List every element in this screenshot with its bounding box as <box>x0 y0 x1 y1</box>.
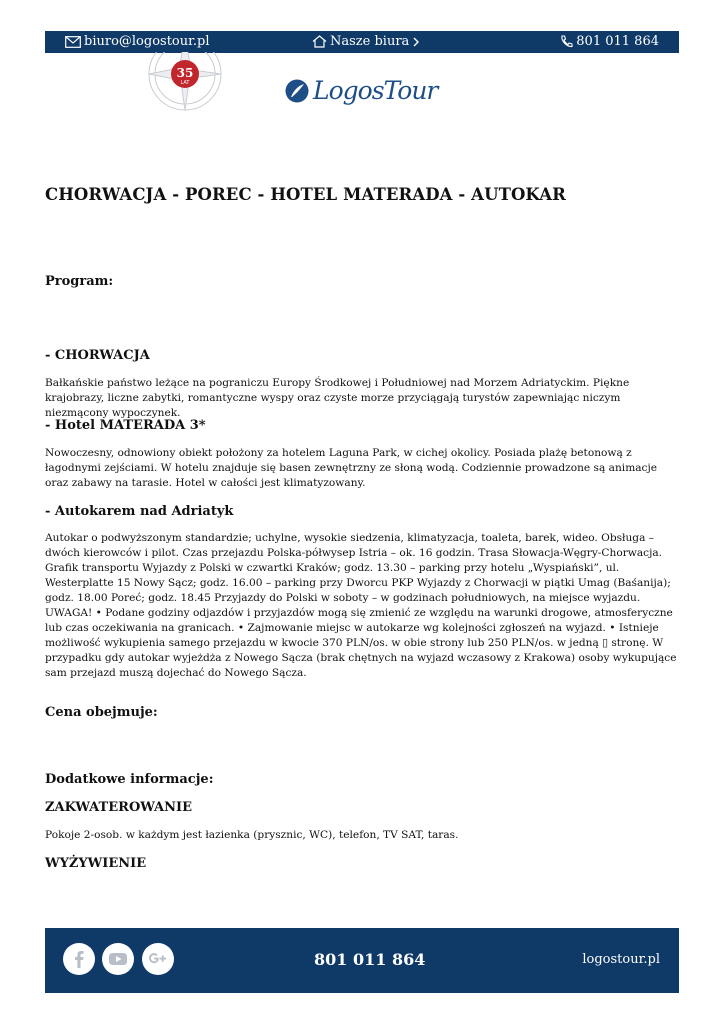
phone-text: 801 011 864 <box>576 34 659 49</box>
phone-link[interactable] <box>560 34 659 49</box>
autokar-text: Autokar o podwyższonym standardzie; uchylne, wysokie siedzenia, klimatyzacja, toaleta, barek, wideo. Obsługa – dwóch kierowców i pilot. Czas przejazdu Polska-półwysep Istria – ok. 16 godzin. Trasa Słowacja-Węgry-Chorwacja. Grafik transportu Wyjazdy z Polski w czwartki Kraków; godz. 13.30 – parking przy hotelu „Wyspiański”, ul. Westerplatte 15 Nowy Sącz; godz. 16.00 – parking przy Dworcu PKP Wyjazdy z Chorwacji w piątki Umag (Baśanija); godz. 18.00 Poreć; godz. 18.45 Przyjazdy do Polski w soboty – w godzinach południowych, na miejsce wyjazdu. UWAGA! • Podane godziny odjazdów i przyjazdów mogą się zmienić ze względu na warunki drogowe, atmosferyczne lub czas oczekiwania na granicach. • Zajmowanie miejsc w autokarze wg kolejności zgłoszeń na wyjazd. • Istnieje możliwość wykupienia samego przejazdu w kwocie 370 PLN/os. w obie strony lub 250 PLN/os. w jedną ▯ stronę. W przypadku gdy autokar wyjeżdża z Nowego Sącza (brak chętnych na wyjazd wczasowy z Krakowa) osoby wykupujące sam przejazd muszą dojechać do Nowego Sącza. <box>45 532 677 679</box>
logostour-logo[interactable] <box>285 76 437 105</box>
hotel-heading: - Hotel MATERADA 3* <box>45 418 206 433</box>
offices-text: Nasze biura <box>330 34 410 49</box>
footer-phone[interactable]: 801 011 864 <box>314 950 426 969</box>
google-plus-icon[interactable] <box>142 943 174 975</box>
chevron-right-icon <box>412 37 421 47</box>
chorwacja-text: Bałkańskie państwo leżące na pograniczu Europy Środkowej i Południowej nad Morzem Adriatyckim. Piękne krajobrazy, liczne zabytki, romantyczne wyspy oraz czyste morze przyciągają turystów zapewniając niczym niezmącony wypoczynek. <box>45 377 630 419</box>
offices-link[interactable] <box>312 34 424 49</box>
envelope-icon <box>65 36 81 48</box>
hotel-text: Nowoczesny, odnowiony obiekt położony za hotelem Laguna Park, w cichej okolicy. Posiada plażę betonową z łagodnymi zejściami. W hotelu znajduje się basen zewnętrzny ze słoną wodą. Codziennie prowadzone są animacje oraz zabawy na tarasie. Hotel w całości jest klimatyzowany. <box>45 447 658 489</box>
footer-website-link[interactable]: logostour.pl <box>582 952 660 967</box>
email-link[interactable] <box>65 34 210 49</box>
phone-icon <box>560 35 573 48</box>
chorwacja-heading: - CHORWACJA <box>45 348 150 363</box>
board-heading: WYŻYWIENIE <box>45 856 147 871</box>
price-label: Cena obejmuje: <box>45 705 158 720</box>
logo-text: LogosTour <box>313 76 438 105</box>
feather-logo-icon <box>285 79 309 103</box>
accommodation-text: Pokoje 2-osob. w każdym jest łazienka (prysznic, WC), telefon, TV SAT, taras. <box>45 829 459 841</box>
facebook-icon[interactable] <box>63 943 95 975</box>
youtube-icon[interactable] <box>102 943 134 975</box>
badge-number: 35 <box>176 66 194 80</box>
program-label: Program: <box>45 274 114 289</box>
extra-info-label: Dodatkowe informacje: <box>45 772 214 787</box>
footer-bar <box>45 928 679 993</box>
page-title: CHORWACJA - POREC - HOTEL MATERADA - AUTOKAR <box>45 185 566 204</box>
badge-subtext: LAT <box>180 80 190 86</box>
top-contact-bar <box>45 31 679 53</box>
autokar-heading: - Autokarem nad Adriatyk <box>45 504 234 519</box>
anniversary-badge <box>144 52 226 114</box>
home-icon <box>312 35 327 48</box>
accommodation-heading: ZAKWATEROWANIE <box>45 800 192 815</box>
email-text: biuro@logostour.pl <box>84 34 210 49</box>
